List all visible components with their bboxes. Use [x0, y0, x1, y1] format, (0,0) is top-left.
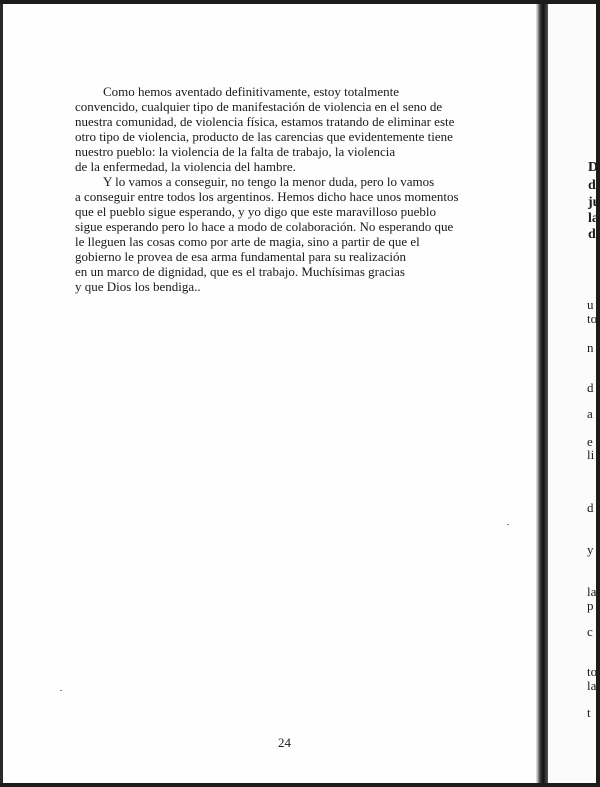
scan-edge-left — [0, 0, 3, 787]
adjacent-page-fragment: d — [587, 380, 594, 395]
adjacent-page-fragment: c — [587, 624, 593, 639]
text-line: nuestra comunidad, de violencia física, estamos tratando de eliminar este — [75, 114, 455, 129]
text-line: y que Dios los bendiga.. — [75, 279, 201, 294]
adjacent-page-fragment: t — [587, 705, 591, 720]
scan-speck — [60, 690, 62, 691]
text-line: de la enfermedad, la violencia del hambre. — [75, 159, 296, 174]
adjacent-page-fragment: la — [588, 211, 599, 226]
adjacent-page-fragment: la — [587, 584, 597, 599]
paragraph-2 — [75, 174, 515, 294]
adjacent-page-fragment: la — [587, 678, 597, 693]
text-line: gobierno le provea de esa arma fundamental para su realización — [75, 249, 406, 264]
scan-speck — [507, 524, 509, 525]
adjacent-page-fragment: d — [587, 500, 594, 515]
book-fold-shadow — [536, 0, 548, 787]
paragraph-1 — [75, 84, 515, 174]
adjacent-page-fragment: u — [587, 297, 594, 312]
adjacent-page-fragment: d — [588, 227, 596, 242]
text-line: otro tipo de violencia, producto de las carencias que evidentemente tiene — [75, 129, 453, 144]
text-line: nuestro pueblo: la violencia de la falta de trabajo, la violencia — [75, 144, 396, 159]
page-number: 24 — [278, 735, 291, 750]
text-line: sigue esperando pero lo hace a modo de colaboración. No esperando que — [75, 219, 454, 234]
text-line: convencido, cualquier tipo de manifestación de violencia en el seno de — [75, 99, 443, 114]
adjacent-page-fragment: D — [588, 160, 599, 175]
text-line: en un marco de dignidad, que es el trabajo. Muchísimas gracias — [75, 264, 405, 279]
scan-edge-top — [0, 0, 600, 4]
text-line: a conseguir entre todos los argentinos. Hemos dicho hace unos momentos — [75, 189, 459, 204]
adjacent-page-fragment: n — [587, 340, 594, 355]
adjacent-page-fragment: a — [587, 406, 593, 421]
adjacent-page-fragment: li — [587, 447, 595, 462]
text-line: que el pueblo sigue esperando, y yo digo que este maravilloso pueblo — [75, 204, 437, 219]
adjacent-page-fragment: ju — [588, 195, 600, 210]
adjacent-page-fragment: e — [587, 434, 593, 449]
body-text — [75, 84, 515, 294]
text-line: Como hemos aventado definitivamente, estoy totalmente — [103, 84, 400, 99]
adjacent-page-fragment: y — [587, 542, 594, 557]
adjacent-page-fragment: d — [588, 178, 596, 193]
scan-edge-bottom — [0, 783, 600, 787]
text-line: le lleguen las cosas como por arte de magia, sino a partir de que el — [75, 234, 420, 249]
adjacent-page-fragment: to — [587, 311, 598, 326]
adjacent-page-fragment: p — [587, 598, 594, 613]
adjacent-page-fragment: to — [587, 664, 598, 679]
text-line: Y lo vamos a conseguir, no tengo la menor duda, pero lo vamos — [103, 174, 435, 189]
